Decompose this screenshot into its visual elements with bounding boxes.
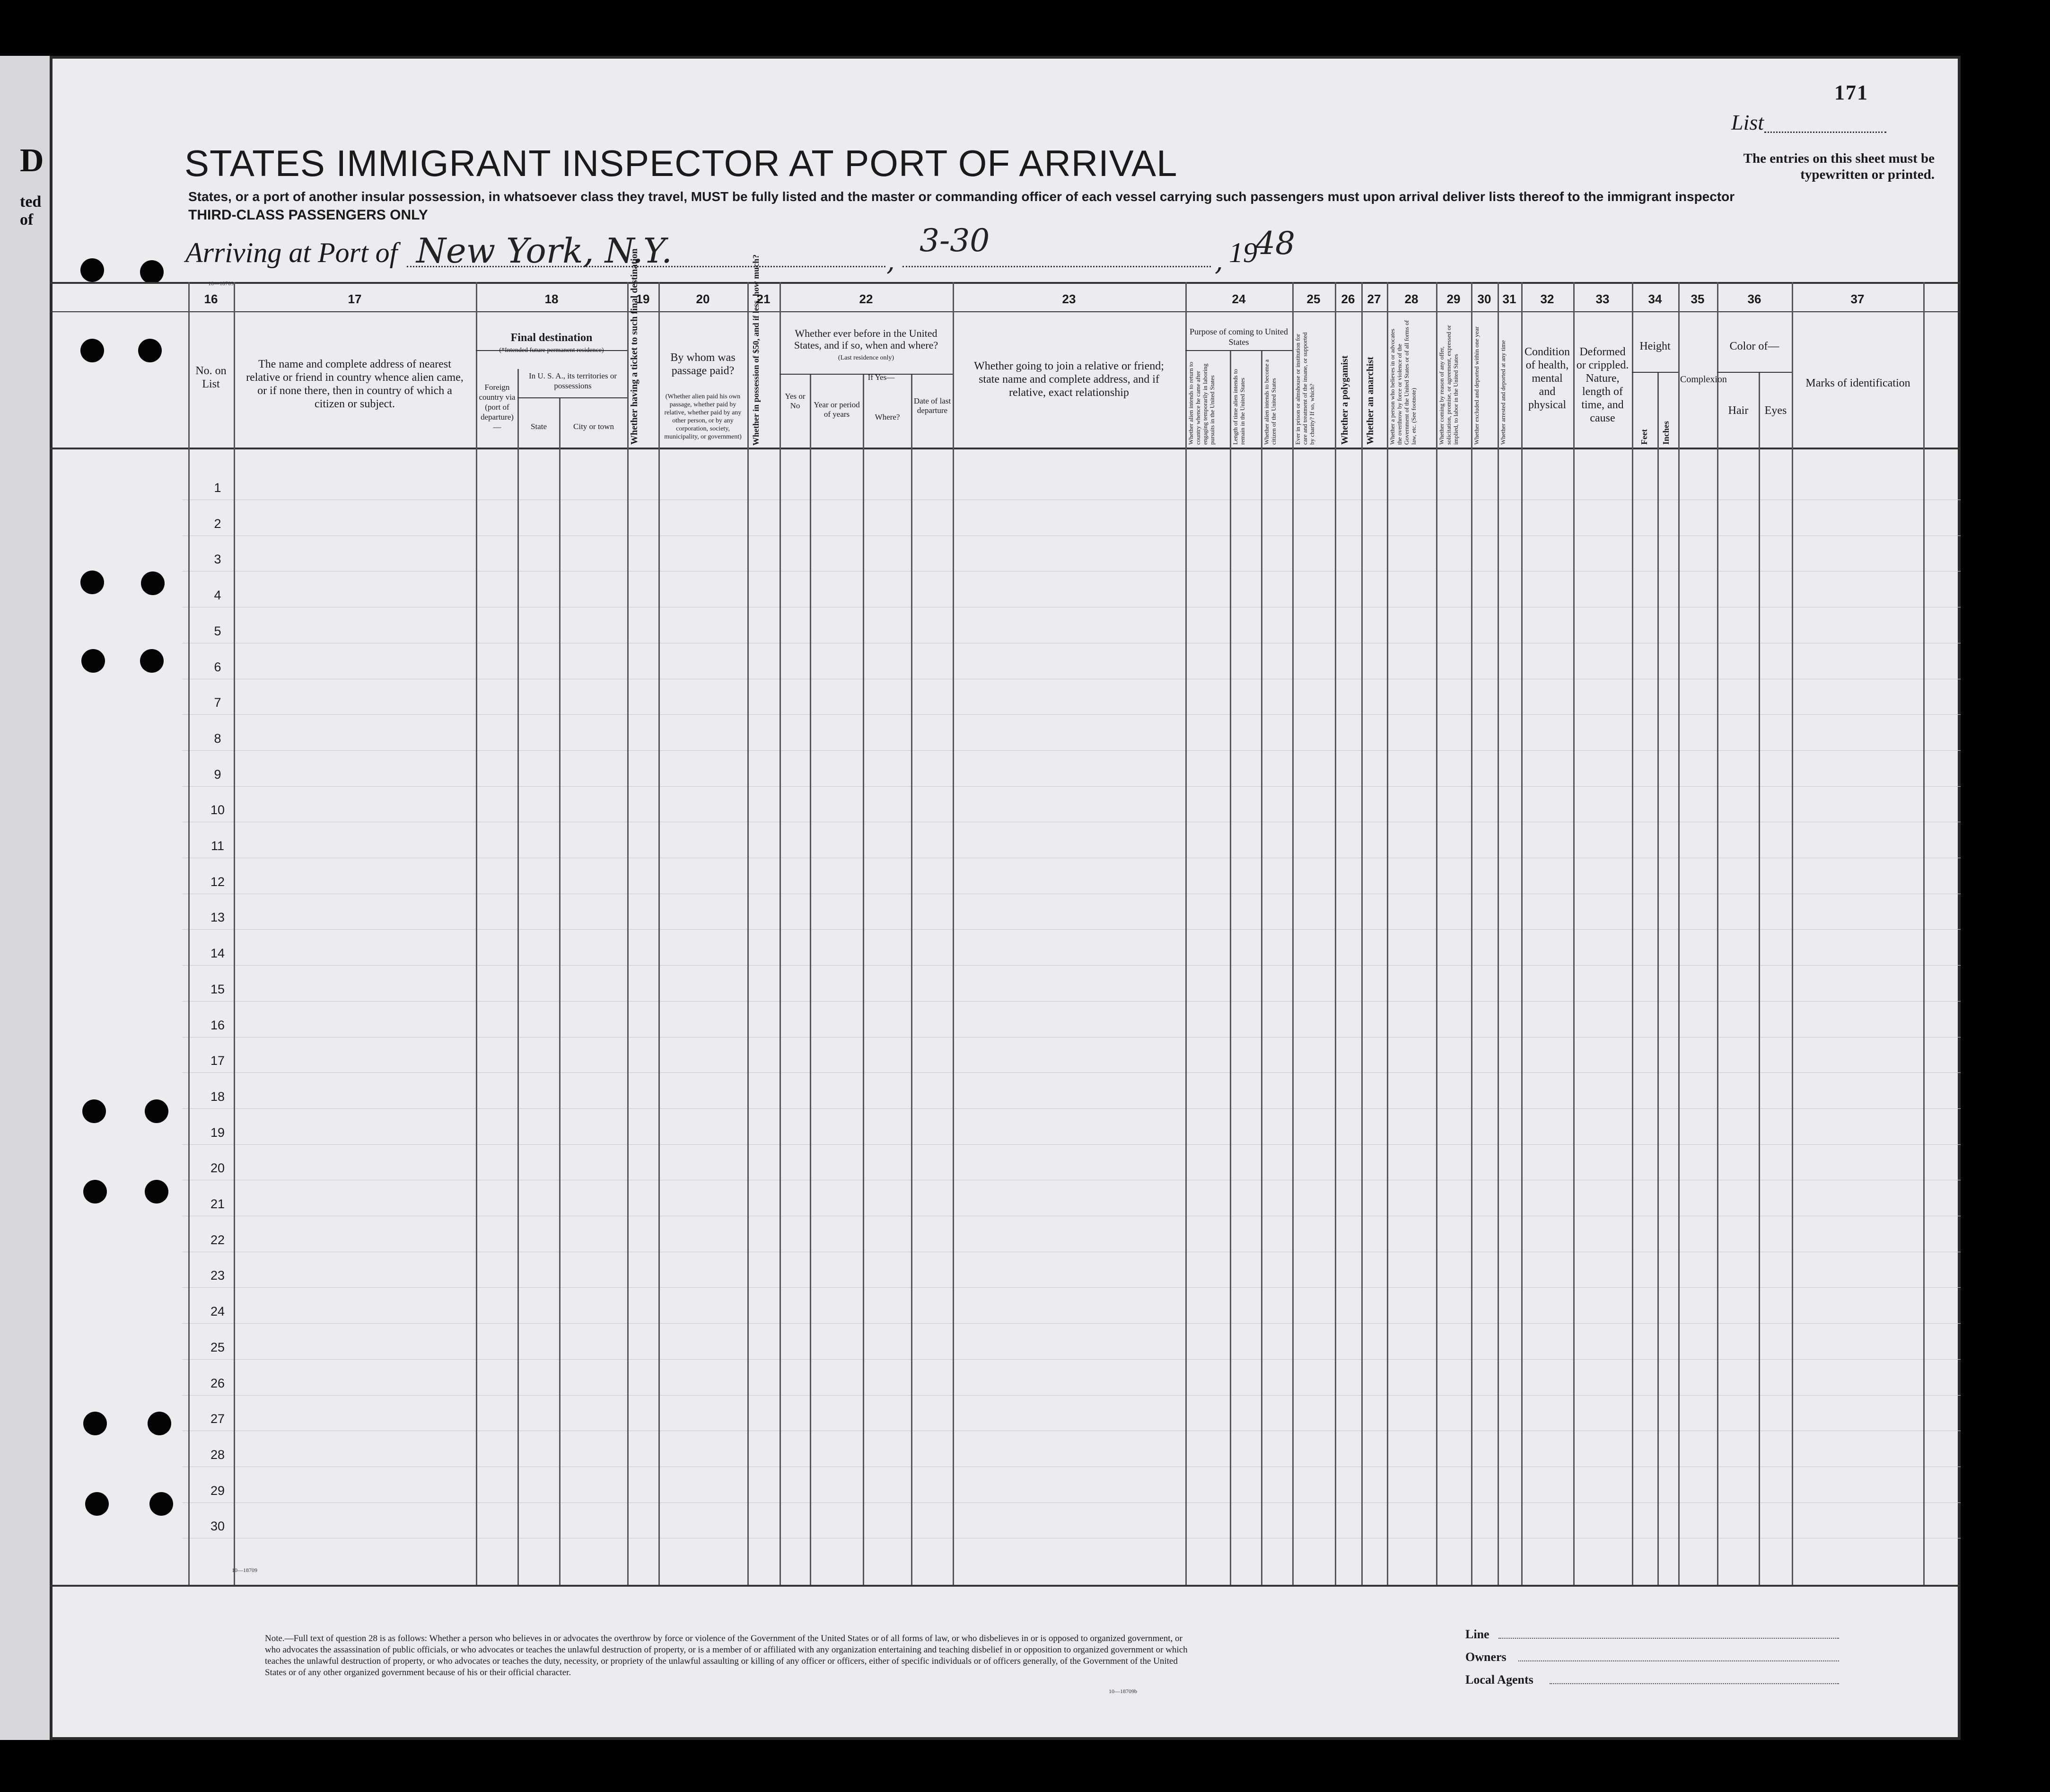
column-number: 18 — [544, 292, 559, 306]
row-rule — [182, 714, 1961, 715]
col-line — [1230, 350, 1231, 1585]
row-number: 16 — [210, 1018, 225, 1032]
column-number: 27 — [1367, 292, 1381, 306]
row-rule — [182, 929, 1961, 930]
row-number: 9 — [214, 767, 221, 782]
col-line — [810, 374, 811, 1585]
date-handwritten: 3-30 — [920, 222, 990, 259]
row-rule — [182, 750, 1961, 751]
row-number: 24 — [210, 1304, 225, 1319]
row-number: 28 — [210, 1447, 225, 1462]
header-overthrow: Whether a person who believes in or advocates the overthrow by force or violence of the Government of the United States or of all forms of law, etc. (See footnote) — [1389, 320, 1417, 445]
column-number: 16 — [204, 292, 218, 306]
row-number: 13 — [210, 910, 225, 925]
header-inches: Inches — [1661, 421, 1671, 445]
column-number: 28 — [1404, 292, 1419, 306]
col-line — [863, 374, 864, 1585]
form-code: 10—18709 — [208, 280, 234, 287]
header-year-period: Year or period of years — [814, 400, 860, 419]
header-join-relative: Whether going to join a relative or friend; state name and complete address, and if relative, exact relationship — [974, 360, 1164, 399]
header-in-usa: In U. S. A., its territories or possessions — [528, 371, 617, 390]
column-number: 23 — [1062, 292, 1076, 306]
row-rule — [182, 786, 1961, 787]
owners-label: Owners — [1465, 1650, 1507, 1664]
column-number: 25 — [1306, 292, 1321, 306]
col-line — [188, 282, 190, 1585]
row-rule — [182, 965, 1961, 966]
row-rule — [182, 1323, 1961, 1324]
col-line — [476, 282, 477, 1585]
table-bottom-rule — [50, 1585, 1961, 1587]
col-line — [747, 282, 749, 1585]
col-line — [1261, 350, 1262, 1585]
local-agents-field — [1550, 1683, 1839, 1684]
col-line — [1292, 282, 1294, 1585]
column-number: 35 — [1691, 292, 1705, 306]
column-number: 20 — [696, 292, 710, 306]
header-hair: Hair — [1728, 404, 1749, 417]
col-line — [1335, 282, 1336, 1585]
row-number: 10 — [210, 803, 225, 817]
col-line — [911, 374, 912, 1585]
header-ever-before-note: (Last residence only) — [838, 354, 894, 361]
header-feet: Feet — [1639, 429, 1649, 445]
column-number: 36 — [1747, 292, 1761, 306]
row-number: 21 — [210, 1197, 225, 1211]
punch-hole — [149, 1492, 173, 1516]
subheader-rule — [1185, 350, 1292, 351]
col-line — [1573, 282, 1575, 1585]
header-prison: Ever in prison or almshouse or institution for care and treatment of the insane, or supported by charity? If so, which? — [1294, 332, 1315, 445]
subheader-rule — [1717, 372, 1792, 373]
row-number: 15 — [210, 982, 225, 996]
column-number: 29 — [1446, 292, 1461, 306]
row-number: 27 — [210, 1412, 225, 1426]
header-anarchist: Whether an anarchist — [1365, 357, 1375, 445]
col-line — [1657, 372, 1659, 1585]
arriving-label: Arriving at Port of — [185, 237, 398, 268]
form-code: 10—18709 — [232, 1567, 257, 1573]
col-line — [1498, 282, 1499, 1585]
column-number: 34 — [1648, 292, 1662, 306]
typewritten-note: The entries on this sheet must be typewritten or printed. — [1743, 151, 1935, 182]
row-number: 17 — [210, 1054, 225, 1068]
col-line — [1717, 282, 1718, 1585]
row-number: 3 — [214, 552, 221, 567]
header-no-on-list: No. on List — [195, 365, 227, 390]
punch-hole — [145, 1180, 168, 1203]
owners-field — [1518, 1660, 1839, 1661]
header-marks-identification: Marks of identification — [1805, 377, 1910, 389]
port-handwritten: New York, N.Y. — [416, 231, 672, 271]
header-health: Condition of health, mental and physical — [1524, 346, 1570, 411]
subheader-rule — [1632, 372, 1678, 373]
row-rule — [182, 1144, 1961, 1145]
row-number: 26 — [210, 1376, 225, 1390]
header-polygamist: Whether a polygamist — [1340, 355, 1350, 445]
punch-hole — [83, 1412, 107, 1435]
column-number: 22 — [859, 292, 873, 306]
row-number: 22 — [210, 1232, 225, 1247]
row-number: 7 — [214, 695, 221, 710]
punch-hole — [82, 1099, 106, 1123]
header-purpose-return: Whether alien intends to return to country whence he came after engaging temporarily in laboring pursuits in the United States — [1187, 361, 1216, 445]
punch-hole — [141, 571, 165, 595]
form-title: STATES IMMIGRANT INSPECTOR AT PORT OF ARRIVAL — [184, 142, 1178, 184]
header-ever-before: Whether ever before in the United States, and if so, when and where? — [794, 327, 938, 351]
row-number: 29 — [210, 1483, 225, 1498]
left-margin-fragment: D — [20, 142, 44, 179]
punch-hole — [85, 1492, 109, 1516]
header-eyes: Eyes — [1764, 404, 1787, 417]
row-rule — [182, 1108, 1961, 1109]
row-number: 11 — [210, 839, 225, 853]
header-arrested: Whether arrested and deported at any time — [1499, 340, 1507, 445]
header-excluded: Whether excluded and deported within one year — [1473, 326, 1480, 445]
row-number: 5 — [214, 624, 221, 638]
column-number: 33 — [1595, 292, 1610, 306]
header-yes-or-no: Yes or No — [785, 392, 806, 410]
col-line — [1185, 282, 1187, 1585]
list-label: List — [1731, 110, 1764, 134]
col-line — [1471, 282, 1472, 1585]
line-label: Line — [1465, 1627, 1489, 1641]
row-number: 6 — [214, 659, 221, 674]
col-line — [1792, 282, 1793, 1585]
year-prefix: 19 — [1229, 237, 1257, 268]
col-line — [627, 282, 629, 1585]
punch-hole — [140, 649, 164, 673]
column-number: 19 — [636, 292, 650, 306]
col-line — [780, 282, 781, 1585]
punch-hole — [80, 258, 104, 282]
row-number: 1 — [214, 481, 221, 495]
header-purpose-citizen: Whether alien intends to become a citizen of the United States — [1263, 359, 1277, 445]
footnote-question-28: Note.—Full text of question 28 is as follows: Whether a person who believes in or advocates the overthrow by force or violence of the Government of the United States or of all forms of law, or who disbelieves in or is opposed to organized government, or who advocates the assassination of public officials, or who advocates or teaches the unlawful destruction of property, or is a member of or affiliated with any organization entertaining and teaching disbelief in or opposition to organized government or which teaches the unlawful destruction of property, or who advocates or teaches the duty, necessity, or propriety of the unlawful assaulting or killing of any officer or officers, either of specific individuals or of officers generally, of the Government of the United States or of any other organized government because of his or their official character. — [265, 1634, 1188, 1678]
column-number: 24 — [1232, 292, 1246, 306]
local-agents-label: Local Agents — [1465, 1673, 1533, 1687]
punch-hole — [81, 649, 105, 673]
col-line — [1632, 282, 1633, 1585]
row-number: 23 — [210, 1268, 225, 1283]
row-number: 2 — [214, 516, 221, 531]
row-number: 8 — [214, 731, 221, 746]
header-deformed: Deformed or crippled. Nature, length of time, and cause — [1576, 346, 1629, 424]
col-line — [559, 397, 561, 1585]
punch-hole — [138, 339, 162, 362]
header-if-yes: If Yes— — [867, 373, 895, 382]
row-rule — [182, 1502, 1961, 1503]
date-line — [902, 266, 1211, 267]
column-number: 32 — [1540, 292, 1554, 306]
comma: , — [1215, 246, 1223, 277]
col-line — [1361, 282, 1363, 1585]
header-passage-paid-note: (Whether alien paid his own passage, whether paid by relative, whether paid by any other person, or by any corporation, society, municipality, or government) — [664, 393, 742, 440]
header-color-of: Color of— — [1729, 340, 1779, 352]
year-handwritten: 48 — [1255, 225, 1295, 262]
header-purpose: Purpose of coming to United States — [1190, 327, 1288, 347]
header-bottom-rule — [50, 448, 1961, 449]
col-line — [1678, 282, 1680, 1585]
header-possession-50: Whether in possession of $50, and if less, how much? — [751, 254, 761, 446]
punch-hole — [148, 1412, 171, 1435]
row-number: 30 — [210, 1519, 225, 1534]
punch-hole — [145, 1099, 168, 1123]
column-number: 31 — [1502, 292, 1516, 306]
subheader-rule — [517, 397, 627, 398]
header-where: Where? — [875, 413, 900, 422]
col-line — [658, 282, 660, 1585]
row-rule — [182, 1395, 1961, 1396]
header-city: City or town — [573, 422, 614, 431]
punch-hole — [80, 571, 104, 594]
col-line — [1387, 282, 1388, 1585]
col-line — [517, 369, 519, 1585]
punch-hole — [140, 260, 164, 284]
col-line — [953, 282, 954, 1585]
row-number: 12 — [210, 874, 225, 889]
column-number: 30 — [1477, 292, 1491, 306]
col-line — [1759, 372, 1760, 1585]
manifest-sheet — [50, 56, 1961, 1740]
row-rule — [182, 1072, 1961, 1073]
passenger-class: THIRD-CLASS PASSENGERS ONLY — [188, 207, 428, 223]
header-state: State — [531, 422, 547, 431]
header-height: Height — [1639, 340, 1671, 352]
col-line — [1436, 282, 1437, 1585]
col-line — [1521, 282, 1523, 1585]
row-number: 4 — [214, 588, 221, 603]
col-line — [234, 282, 235, 1585]
column-number: 26 — [1341, 292, 1355, 306]
column-number: 17 — [348, 292, 362, 306]
row-number: 14 — [210, 946, 225, 961]
row-number: 20 — [210, 1161, 225, 1176]
header-nearest-relative: The name and complete address of nearest relative or friend in country whence alien came, or if none there, then in country of which a citizen or subject. — [246, 358, 464, 410]
page-number: 171 — [1834, 81, 1868, 104]
column-number: 37 — [1850, 292, 1865, 306]
header-ticket: Whether having a ticket to such final destination — [629, 248, 640, 445]
form-subtitle: States, or a port of another insular possession, in whatsoever class they travel, MUST be fully listed and the master or commanding officer of each vessel carrying such passengers must upon arrival deliver lists thereof to the immigrant inspector — [188, 189, 1735, 204]
header-purpose-length: Length of time alien intends to remain in the United States — [1232, 369, 1246, 445]
punch-hole — [83, 1180, 107, 1203]
row-rule — [182, 1359, 1961, 1360]
colnum-rule — [50, 311, 1961, 312]
row-number: 19 — [210, 1125, 225, 1140]
left-margin-fragment: of — [20, 211, 34, 228]
row-number: 25 — [210, 1340, 225, 1354]
punch-hole — [80, 339, 104, 362]
left-margin-fragment: ted — [20, 193, 42, 211]
comma: , — [886, 246, 895, 277]
col-line — [1923, 282, 1925, 1585]
form-code: 10—18709b — [1109, 1688, 1137, 1695]
header-labor-offer: Whether coming by reason of any offer, solicitation, promise, or agreement, expressed or implied, to labor in the United States — [1438, 325, 1459, 445]
list-number-line — [1764, 132, 1886, 133]
header-date-last-departure: Date of last departure — [913, 396, 951, 415]
line-field — [1498, 1638, 1839, 1639]
row-number: 18 — [210, 1089, 225, 1104]
header-passage-paid: By whom was passage paid? — [670, 351, 736, 377]
table-top-rule — [50, 282, 1961, 284]
header-final-destination-note: (*Intended future permanent residence) — [499, 347, 604, 354]
header-foreign-country: Foreign country via (port of departure)— — [479, 383, 516, 431]
column-number: 21 — [756, 292, 771, 306]
header-final-destination: Final destination — [510, 332, 593, 344]
header-complexion: Complexion — [1680, 374, 1727, 385]
left-margin-strip — [0, 56, 50, 1740]
row-rule — [182, 1287, 1961, 1288]
